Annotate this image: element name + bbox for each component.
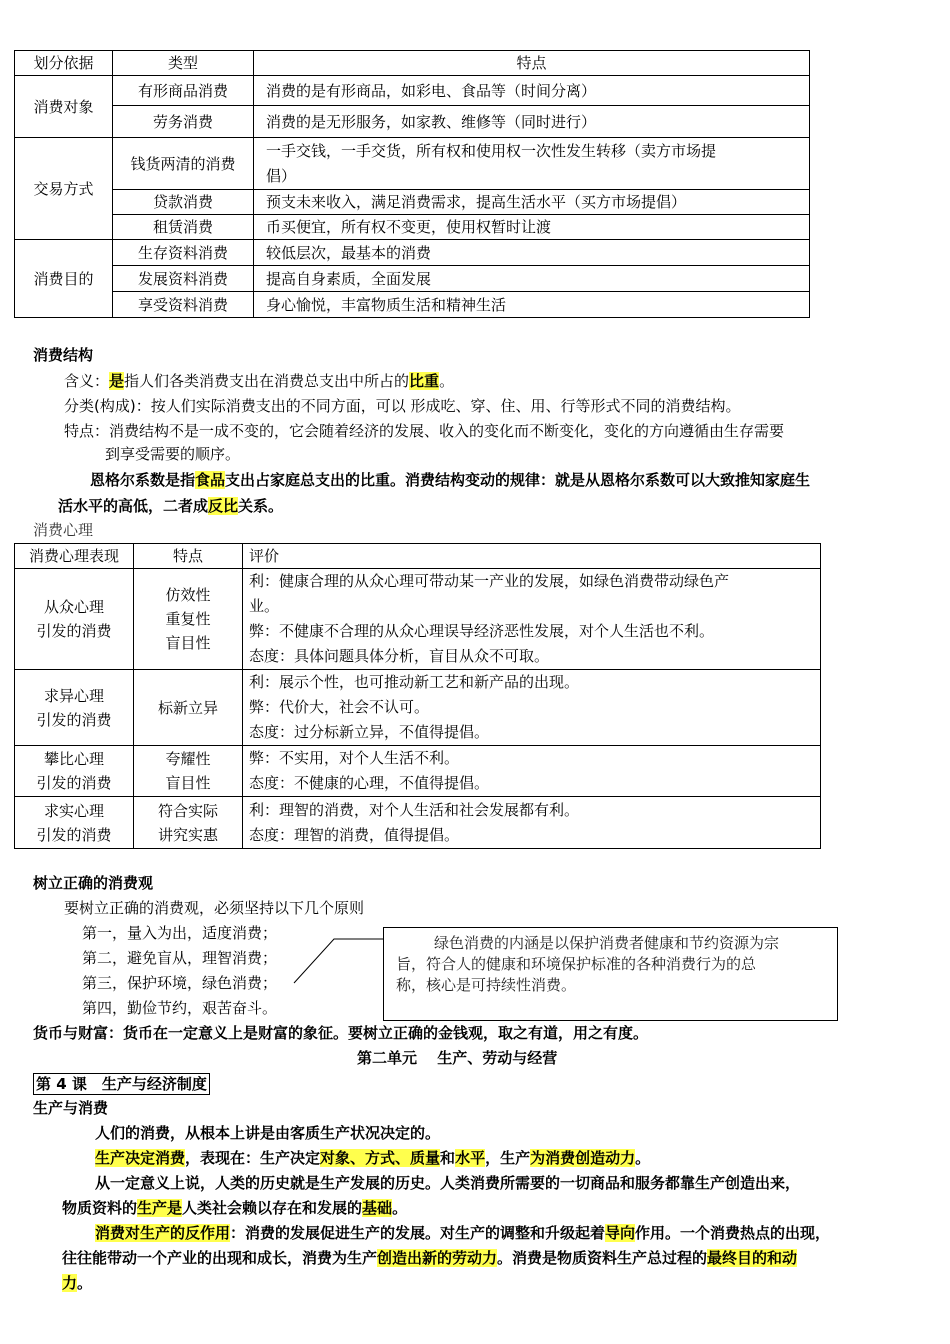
table-header-cell: 划分依据 xyxy=(15,51,113,76)
highlight: 最终目的和动 xyxy=(707,1249,798,1267)
psych-traits-cell xyxy=(134,569,243,670)
money-wealth: 货币与财富：货币在一定意义上是财富的象征。要树立正确的金钱观，取之有道，用之有度。 xyxy=(33,1024,649,1042)
paragraph-3-line2 xyxy=(62,1197,407,1219)
table-header-cell: 类型 xyxy=(113,51,254,76)
psych-name-cell xyxy=(15,746,134,797)
text-span: 物质资料的 xyxy=(62,1199,138,1217)
feature-cell: 较低层次，最基本的消费 xyxy=(254,240,810,266)
paragraph-2 xyxy=(95,1147,650,1169)
highlight: 力 xyxy=(62,1274,78,1292)
paragraph-4-line1 xyxy=(95,1222,830,1244)
text-span: 往往能带动一个产业的出现和成长，消费为生产 xyxy=(62,1249,378,1267)
note-line: 称，核心是可持续性消费。 xyxy=(396,976,577,994)
highlight: 基础 xyxy=(362,1199,393,1217)
psych-name: 引发的消费 xyxy=(36,622,112,640)
feature-cell xyxy=(254,138,810,190)
type-cell: 有形商品消费 xyxy=(113,76,254,106)
text-span: 。 xyxy=(77,1274,93,1292)
lesson-title: 第 4 课 生产与经济制度 xyxy=(33,1073,210,1095)
type-cell: 发展资料消费 xyxy=(113,266,254,292)
psych-name-cell xyxy=(15,797,134,849)
highlight: 水平 xyxy=(455,1149,486,1167)
feature-cell: 身心愉悦，丰富物质生活和精神生活 xyxy=(254,292,810,318)
principle-item: 第三，保护环境，绿色消费； xyxy=(82,974,278,992)
note-line: 绿色消费的内涵是以保护消费者健康和节约资源为宗 xyxy=(434,934,780,952)
feature-cell: 消费的是有形商品，如彩电、食品等（时间分离） xyxy=(254,76,810,106)
trait: 重复性 xyxy=(165,610,211,628)
type-cell: 享受资料消费 xyxy=(113,292,254,318)
principle-item: 第二，避免盲从，理智消费； xyxy=(82,949,278,967)
text-span: ：消费的发展促进生产的发展。对生产的调整和升级起着 xyxy=(230,1224,606,1242)
highlight: 为消费创造动力 xyxy=(530,1149,636,1167)
paragraph-3-line1: 从一定意义上说，人类的历史就是生产发展的历史。人类消费所需要的一切商品和服务都靠生产创造出来， xyxy=(95,1174,801,1192)
eval-line: 弊：代价大，社会不认可。 xyxy=(249,698,430,716)
psych-name: 求实心理 xyxy=(43,801,104,820)
type-cell: 劳务消费 xyxy=(113,106,254,138)
text-span: ，生产 xyxy=(485,1149,531,1167)
paragraph-4-line3 xyxy=(62,1272,92,1294)
feature-cell: 消费的是无形服务，如家教、维修等（同时进行） xyxy=(254,106,810,138)
eval-line: 利：健康合理的从众心理可带动某一产业的发展，如绿色消费带动绿色产 xyxy=(249,572,730,590)
trait: 符合实际 xyxy=(157,801,218,820)
table-header-cell: 评价 xyxy=(243,544,821,569)
highlight: 食品 xyxy=(195,471,226,489)
consumption-types-table xyxy=(14,50,810,318)
table-header-cell: 特点 xyxy=(254,51,810,76)
basis-cell: 交易方式 xyxy=(15,138,113,240)
principle-item: 第一，量入为出，适度消费； xyxy=(82,924,278,942)
eval-line: 态度：不健康的心理，不值得提倡。 xyxy=(249,774,490,792)
text-span: 恩格尔系数是指 xyxy=(90,471,196,489)
psych-eval-cell xyxy=(243,797,821,849)
highlight: 反比 xyxy=(208,497,239,515)
structure-classify: 分类(构成)：按人们实际消费支出的不同方面，可以 形成吃、穿、住、用、行等形式不同的消费结构。 xyxy=(64,397,741,415)
psych-eval-cell xyxy=(243,569,821,670)
section-heading: 消费结构 xyxy=(33,346,94,364)
unit-title: 第二单元 生产、劳动与经营 xyxy=(357,1049,558,1067)
text-span: 和 xyxy=(440,1149,456,1167)
type-cell: 租赁消费 xyxy=(113,215,254,240)
connector-line xyxy=(290,935,386,987)
green-consumption-note xyxy=(383,927,838,1021)
type-cell: 贷款消费 xyxy=(113,190,254,215)
table-header-cell: 消费心理表现 xyxy=(15,544,134,569)
basis-cell: 消费对象 xyxy=(15,76,113,138)
highlight: 对象、方式、质量 xyxy=(320,1149,441,1167)
paragraph-1: 人们的消费，从根本上讲是由客质生产状况决定的。 xyxy=(95,1124,441,1142)
section-heading: 树立正确的消费观 xyxy=(33,874,154,892)
psych-name: 引发的消费 xyxy=(36,825,112,844)
highlight: 导向 xyxy=(605,1224,636,1242)
eval-line: 态度：具体问题具体分析，盲目从众不可取。 xyxy=(249,647,550,665)
structure-feature-line1: 特点：消费结构不是一成不变的，它会随着经济的发展、收入的变化而不断变化，变化的方向遵循由生存需要 xyxy=(64,422,785,440)
feature-cell: 提高自身素质，全面发展 xyxy=(254,266,810,292)
psych-traits-cell xyxy=(134,670,243,746)
psych-traits-cell xyxy=(134,746,243,797)
psych-name: 攀比心理 xyxy=(43,750,104,768)
structure-meaning xyxy=(64,370,454,392)
trait: 讲究实惠 xyxy=(157,825,218,844)
text-span: 支出占家庭总支出的比重。消费结构变动的规律：就是从恩格尔系数可以大致推知家庭生 xyxy=(225,471,811,489)
consumption-psychology-table xyxy=(14,543,821,849)
text-span: 人类社会赖以存在和发展的 xyxy=(182,1199,363,1217)
trait: 标新立异 xyxy=(157,698,218,717)
eval-line: 态度：过分标新立异，不值得提倡。 xyxy=(249,723,490,741)
table-header-cell: 特点 xyxy=(134,544,243,569)
psych-name-cell xyxy=(15,569,134,670)
text-span: 。 xyxy=(439,372,455,390)
eval-line: 利：理智的消费，对个人生活和社会发展都有利。 xyxy=(249,800,580,819)
text-span: 关系。 xyxy=(238,497,284,515)
type-cell: 钱货两清的消费 xyxy=(113,138,254,190)
feature-line: 一手交钱，一手交货，所有权和使用权一次性发生转移（卖方市场提 xyxy=(266,141,717,160)
psych-name: 从众心理 xyxy=(43,598,104,616)
eval-line: 态度：理智的消费，值得提倡。 xyxy=(249,825,460,844)
eval-line: 业。 xyxy=(249,597,280,615)
eval-line: 弊：不实用，对个人生活不利。 xyxy=(249,749,460,767)
meaning-label: 含义： xyxy=(64,372,110,390)
text-span: 。 xyxy=(635,1149,651,1167)
highlight: 消费对生产的反作用 xyxy=(95,1224,231,1242)
text-span: 。 xyxy=(392,1199,408,1217)
text-span: 。消费是物质资料生产总过程的 xyxy=(497,1249,708,1267)
text-span: ，表现在：生产决定 xyxy=(185,1149,321,1167)
section-heading: 生产与消费 xyxy=(33,1099,109,1117)
values-intro: 要树立正确的消费观，必须坚持以下几个原则 xyxy=(64,899,365,917)
trait: 盲目性 xyxy=(165,634,211,652)
type-cell: 生存资料消费 xyxy=(113,240,254,266)
structure-feature-line2: 到享受需要的顺序。 xyxy=(105,445,241,463)
trait: 仿效性 xyxy=(165,586,211,604)
psych-name-cell xyxy=(15,670,134,746)
basis-cell: 消费目的 xyxy=(15,240,113,318)
highlight: 生产决定消费 xyxy=(95,1149,186,1167)
paragraph-4-line2 xyxy=(62,1247,797,1269)
section-heading: 消费心理 xyxy=(33,521,94,539)
engel-line1 xyxy=(90,469,810,491)
principle-item: 第四，勤俭节约，艰苦奋斗。 xyxy=(82,999,278,1017)
feature-cell: 币买便宜，所有权不变更，使用权暂时让渡 xyxy=(254,215,810,240)
text-span: 作用。一个消费热点的出现， xyxy=(635,1224,831,1242)
feature-cell: 预支未来收入，满足消费需求，提高生活水平（买方市场提倡） xyxy=(254,190,810,215)
psych-traits-cell xyxy=(134,797,243,849)
text-span: 活水平的高低，二者成 xyxy=(58,497,209,515)
psych-eval-cell xyxy=(243,670,821,746)
eval-line: 利：展示个性，也可推动新工艺和新产品的出现。 xyxy=(249,673,580,691)
feature-line: 倡） xyxy=(266,166,297,185)
note-line: 旨，符合人的健康和环境保护标准的各种消费行为的总 xyxy=(396,955,757,973)
psych-eval-cell xyxy=(243,746,821,797)
eval-line: 弊：不健康不合理的从众心理误导经济恶性发展，对个人生活也不利。 xyxy=(249,622,715,640)
engel-line2 xyxy=(58,495,283,517)
trait: 盲目性 xyxy=(165,774,211,792)
highlight: 比重 xyxy=(409,372,440,390)
highlight: 生产是 xyxy=(137,1199,183,1217)
highlight: 创造出新的劳动力 xyxy=(377,1249,498,1267)
psych-name: 求异心理 xyxy=(43,686,104,705)
text-span: 指人们各类消费支出在消费总支出中所占的 xyxy=(124,372,410,390)
trait: 夸耀性 xyxy=(165,750,211,768)
psych-name: 引发的消费 xyxy=(36,710,112,729)
highlight: 是 xyxy=(109,372,125,390)
psych-name: 引发的消费 xyxy=(36,774,112,792)
